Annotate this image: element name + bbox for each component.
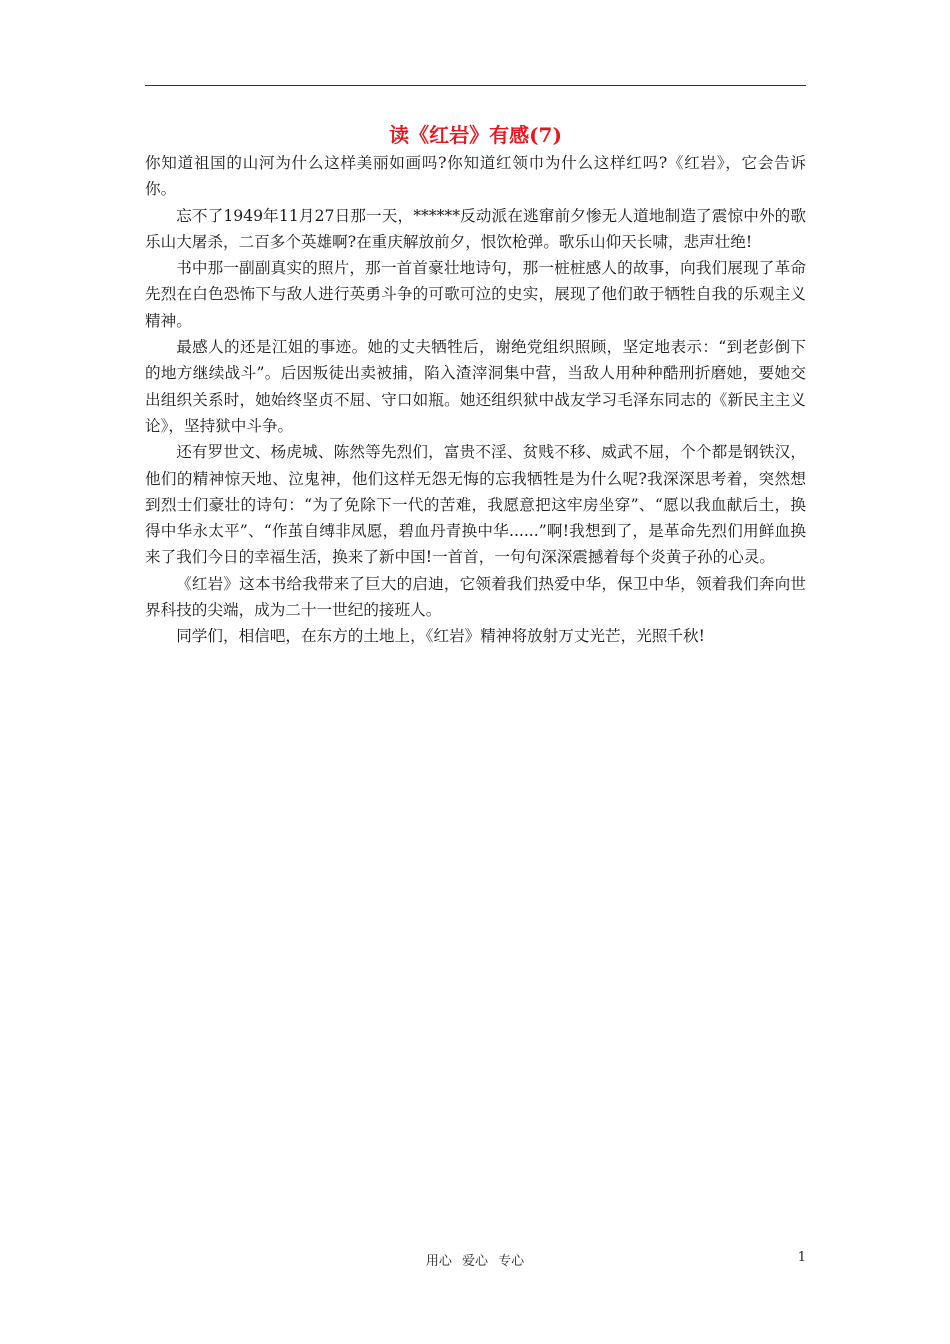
paragraph: 还有罗世文、杨虎城、陈然等先烈们，富贵不淫、贫贱不移、威武不屈，个个都是钢铁汉，他们的精神惊天地、泣鬼神，他们这样无怨无悔的忘我牺牲是为什么呢?我深深思考着，突然想到烈士们豪壮的诗句：“为了免除下一代的苦难，我愿意把这牢房坐穿”、“愿以我血献后土，换得中华永太平”、“作茧自缚非凤愿，碧血丹青换中华......”啊!我想到了，是革命先烈们用鲜血换来了我们今日的幸福生活，换来了新中国!一首首，一句句深深震撼着每个炎黄子孙的心灵。 bbox=[145, 443, 806, 567]
paragraph: 最感人的还是江姐的事迹。她的丈夫牺牲后，谢绝党组织照顾，坚定地表示：“到老彭倒下的地方继续战斗”。后因叛徒出卖被捕，陷入渣滓洞集中营，当敌人用种种酷刑折磨她，要她交出组织关系时，她始终坚贞不屈、守口如瓶。她还组织狱中战友学习毛泽东同志的《新民主主义论》，坚持狱中斗争。 bbox=[145, 338, 806, 435]
document-body bbox=[145, 150, 806, 650]
document-title: 读《红岩》有感(7) bbox=[389, 123, 562, 147]
footer-motto: 用心 爱心 专心 bbox=[425, 1254, 525, 1269]
paragraph: 忘不了1949年11月27日那一天，******反动派在逃窜前夕惨无人道地制造了震惊中外的歌乐山大屠杀，二百多个英雄啊?在重庆解放前夕，恨饮枪弹。歌乐山仰天长啸，悲声壮绝! bbox=[145, 206, 806, 251]
paragraph-intro: 你知道祖国的山河为什么这样美丽如画吗?你知道红领巾为什么这样红吗?《红岩》，它会告诉你。 bbox=[145, 154, 806, 199]
header-rule bbox=[145, 85, 806, 86]
page-number: 1 bbox=[797, 1250, 806, 1265]
paragraph: 《红岩》这本书给我带来了巨大的启迪，它领着我们热爱中华，保卫中华，领着我们奔向世界科技的尖端，成为二十一世纪的接班人。 bbox=[145, 574, 806, 620]
paragraph: 书中那一副副真实的照片，那一首首豪壮地诗句，那一桩桩感人的故事，向我们展现了革命先烈在白色恐怖下与敌人进行英勇斗争的可歌可泣的史实，展现了他们敢于牺牲自我的乐观主义精神。 bbox=[145, 259, 806, 330]
paragraph: 同学们，相信吧，在东方的土地上，《红岩》精神将放射万丈光芒，光照千秋! bbox=[176, 627, 705, 646]
